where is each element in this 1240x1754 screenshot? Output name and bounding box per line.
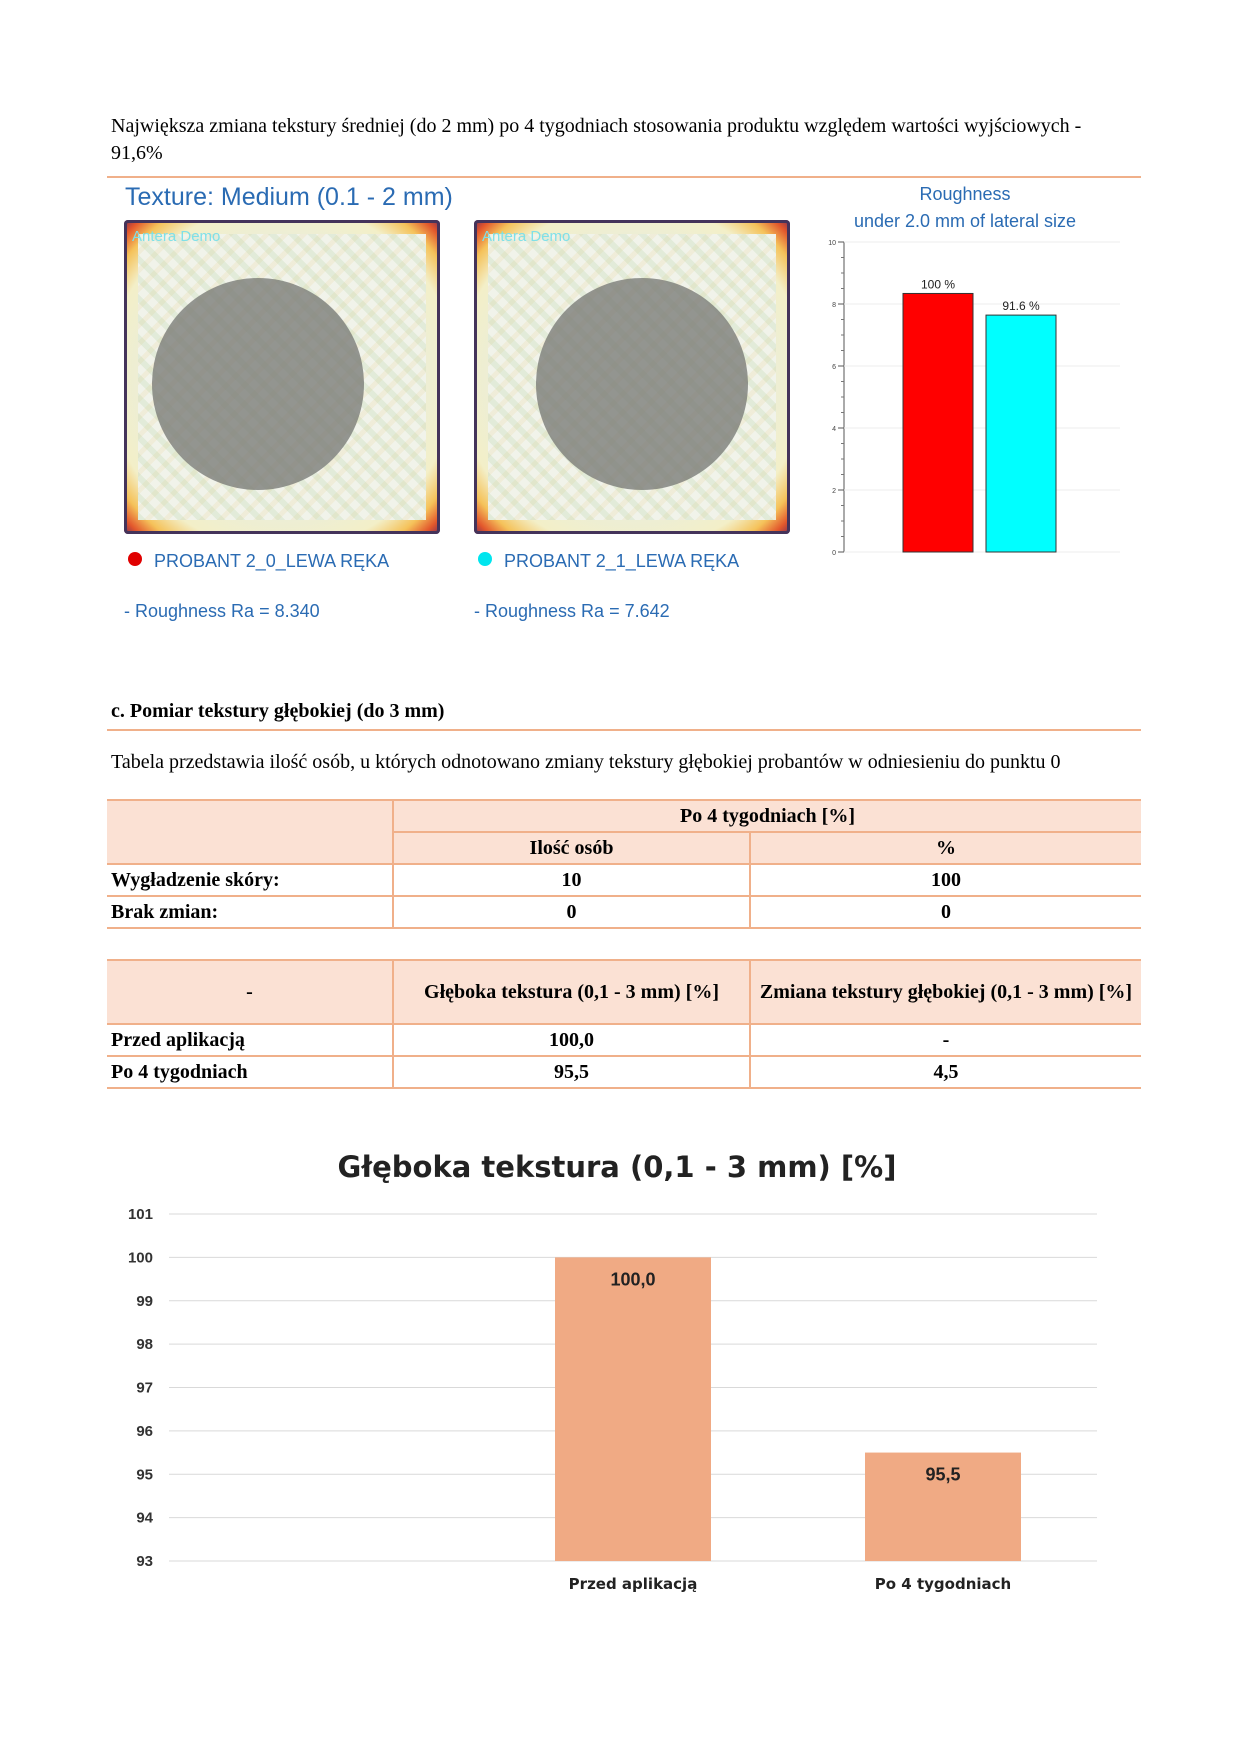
table-row (107, 1024, 1141, 1056)
deep-texture-chart (107, 1140, 1141, 1610)
row-change: - (750, 1024, 1141, 1056)
y-tick-label: 94 (136, 1509, 153, 1527)
bar (903, 293, 973, 552)
data-label: 100 % (920, 277, 956, 292)
table-smoothing (107, 799, 1141, 929)
y-tick-label: 6 (832, 364, 836, 371)
row-pct: 0 (750, 896, 1141, 928)
data-label: 91.6 % (1002, 299, 1040, 314)
table-col-header: Ilość osób (393, 832, 750, 864)
y-tick-label: 0 (832, 550, 836, 557)
chart-title: Głęboka tekstura (0,1 - 3 mm) [%] (337, 1150, 897, 1184)
y-tick-label: 99 (136, 1292, 153, 1310)
cyan-dot-icon (478, 552, 492, 566)
row-change: 4,5 (750, 1056, 1141, 1088)
row-value: 100,0 (393, 1024, 750, 1056)
probant-0-name: PROBANT 2_0_LEWA RĘKA (154, 551, 390, 571)
y-tick-label: 10 (828, 240, 836, 247)
data-label: 100,0 (610, 1269, 656, 1290)
y-tick-label: 100 (127, 1249, 153, 1267)
row-label: Brak zmian: (107, 896, 393, 928)
section-c-heading: c. Pomiar tekstury głębokiej (do 3 mm) (111, 700, 445, 722)
table-empty-header (107, 800, 393, 864)
probant-0-roughness: - Roughness Ra = 8.340 (124, 601, 320, 621)
row-label: Po 4 tygodniach (107, 1056, 393, 1088)
table-row (107, 1056, 1141, 1088)
row-count: 0 (393, 896, 750, 928)
y-tick-label: 101 (127, 1206, 153, 1223)
probant-0-legend (128, 551, 389, 572)
x-tick-label: Po 4 tygodniach (874, 1575, 1012, 1593)
watermark: Antera Demo (132, 228, 221, 245)
y-tick-label: 97 (136, 1379, 153, 1397)
intro-text: Największa zmiana tekstury średniej (do 2 mm) po 4 tygodniach stosowania produktu względem wartości wyjściowych - 91,6% (111, 115, 1082, 164)
bar (555, 1257, 711, 1561)
section-c-description: Tabela przedstawia ilość osób, u których odnotowano zmiany tekstury głębokiej probantów w odniesieniu do punktu 0 (111, 751, 1061, 773)
roughness-chart (820, 236, 1130, 566)
row-value: 95,5 (393, 1056, 750, 1088)
row-label: Przed aplikacją (107, 1024, 393, 1056)
probant-1-name: PROBANT 2_1_LEWA RĘKA (504, 551, 740, 571)
y-tick-label: 4 (832, 426, 836, 433)
table-deep-texture (107, 959, 1141, 1089)
y-tick-label: 96 (136, 1422, 153, 1440)
row-label: Wygładzenie skóry: (107, 864, 393, 896)
data-label: 95,5 (925, 1464, 961, 1485)
probant-1-roughness: - Roughness Ra = 7.642 (474, 601, 670, 621)
table-row (107, 864, 1141, 896)
roughness-chart-title: Roughness (919, 184, 1011, 204)
row-pct: 100 (750, 864, 1141, 896)
y-tick-label: 98 (136, 1336, 153, 1354)
bar (986, 315, 1056, 552)
divider (107, 176, 1141, 178)
table-col-header: Głęboka tekstura (0,1 - 3 mm) [%] (393, 960, 750, 1024)
texture-image-probant-1 (474, 220, 790, 534)
table-col-header: % (750, 832, 1141, 864)
row-count: 10 (393, 864, 750, 896)
table-group-header: Po 4 tygodniach [%] (393, 800, 1141, 832)
measurement-circle (536, 278, 748, 490)
texture-title: Texture: Medium (0.1 - 2 mm) (125, 183, 453, 211)
x-tick-label: Przed aplikacją (568, 1575, 698, 1593)
y-tick-label: 93 (136, 1553, 153, 1570)
roughness-chart-subtitle: under 2.0 mm of lateral size (853, 211, 1077, 231)
y-tick-label: 95 (136, 1466, 153, 1484)
watermark: Antera Demo (482, 228, 571, 245)
divider (107, 729, 1141, 731)
y-tick-label: 8 (832, 302, 836, 309)
red-dot-icon (128, 552, 142, 566)
table-col-header: Zmiana tekstury głębokiej (0,1 - 3 mm) [%] (750, 960, 1141, 1024)
table-col-header: - (107, 960, 393, 1024)
texture-image-probant-0 (124, 220, 440, 534)
measurement-circle (152, 278, 364, 490)
probant-1-legend (478, 551, 739, 572)
y-tick-label: 2 (832, 488, 836, 495)
table-row (107, 896, 1141, 928)
